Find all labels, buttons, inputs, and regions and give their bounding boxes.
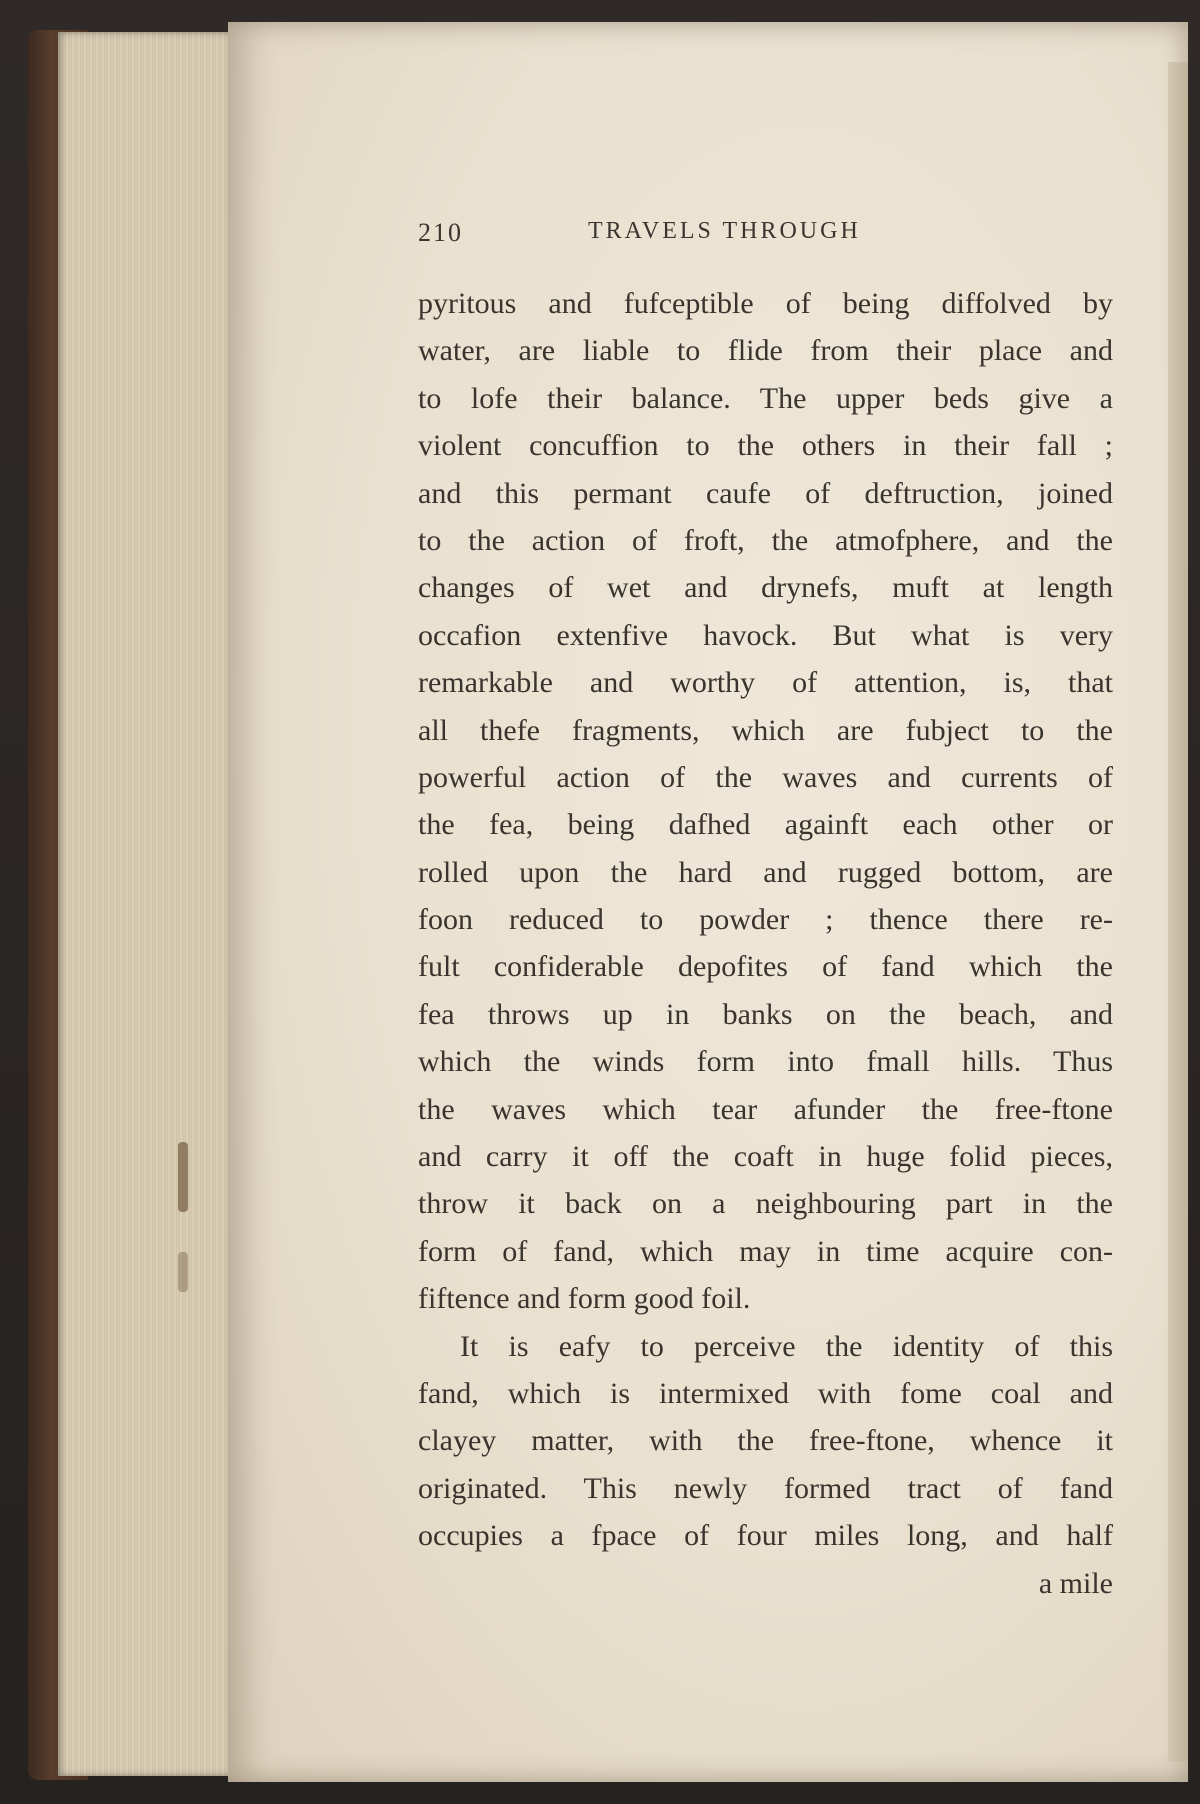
text-line: water, are liable to flide from their place and — [418, 334, 1113, 368]
body-text — [418, 280, 1113, 1607]
text-line: throw it back on a neighbouring part in the — [418, 1187, 1113, 1221]
running-head: TRAVELS THROUGH — [588, 218, 861, 244]
text-line: fea throws up in banks on the beach, and — [418, 997, 1113, 1031]
page-header — [418, 218, 1138, 258]
text-line: and carry it off the coaft in huge folid pieces, — [418, 1140, 1113, 1174]
page-edge-stain — [178, 1142, 188, 1212]
text-line: the waves which tear afunder the free-ftone — [418, 1092, 1113, 1126]
text-line: to lofe their balance. The upper beds give a — [418, 381, 1113, 415]
text-line: to the action of froft, the atmofphere, and the — [418, 523, 1113, 557]
text-line: fult confiderable depofites of fand which the — [418, 950, 1113, 984]
text-line: powerful action of the waves and currents of — [418, 760, 1113, 794]
text-line: occafion extenfive havock. But what is very — [418, 618, 1113, 652]
text-line: foon reduced to powder ; thence there re- — [418, 903, 1113, 937]
text-line: occupies a fpace of four miles long, and half — [418, 1519, 1113, 1553]
text-line-paragraph-start: It is eafy to perceive the identity of this — [460, 1329, 1113, 1363]
text-line: which the winds form into fmall hills. Thus — [418, 1045, 1113, 1079]
page-edge-stain — [178, 1252, 188, 1292]
text-line: rolled upon the hard and rugged bottom, are — [418, 855, 1113, 889]
text-line: form of fand, which may in time acquire con- — [418, 1234, 1113, 1268]
text-line: violent concuffion to the others in their fall ; — [418, 429, 1113, 463]
page-number: 210 — [418, 218, 463, 247]
text-line: the fea, being dafhed againft each other or — [418, 808, 1113, 842]
book-page — [228, 22, 1188, 1782]
page-gutter-edge — [1168, 62, 1188, 1762]
catchword: a mile — [1038, 1566, 1113, 1600]
text-line: and this permant caufe of deftruction, joined — [418, 476, 1113, 510]
text-line: pyritous and fufceptible of being diffolved by — [418, 287, 1113, 320]
text-line: originated. This newly formed tract of fand — [418, 1471, 1113, 1505]
text-line: fiftence and form good foil. — [418, 1282, 751, 1316]
page-edges — [58, 32, 238, 1776]
text-line: remarkable and worthy of attention, is, that — [418, 666, 1113, 700]
text-line: all thefe fragments, which are fubject to the — [418, 713, 1113, 747]
text-line: changes of wet and drynefs, muft at length — [418, 571, 1113, 605]
text-line: clayey matter, with the free-ftone, whence it — [418, 1424, 1113, 1458]
text-line: fand, which is intermixed with fome coal and — [418, 1376, 1113, 1410]
